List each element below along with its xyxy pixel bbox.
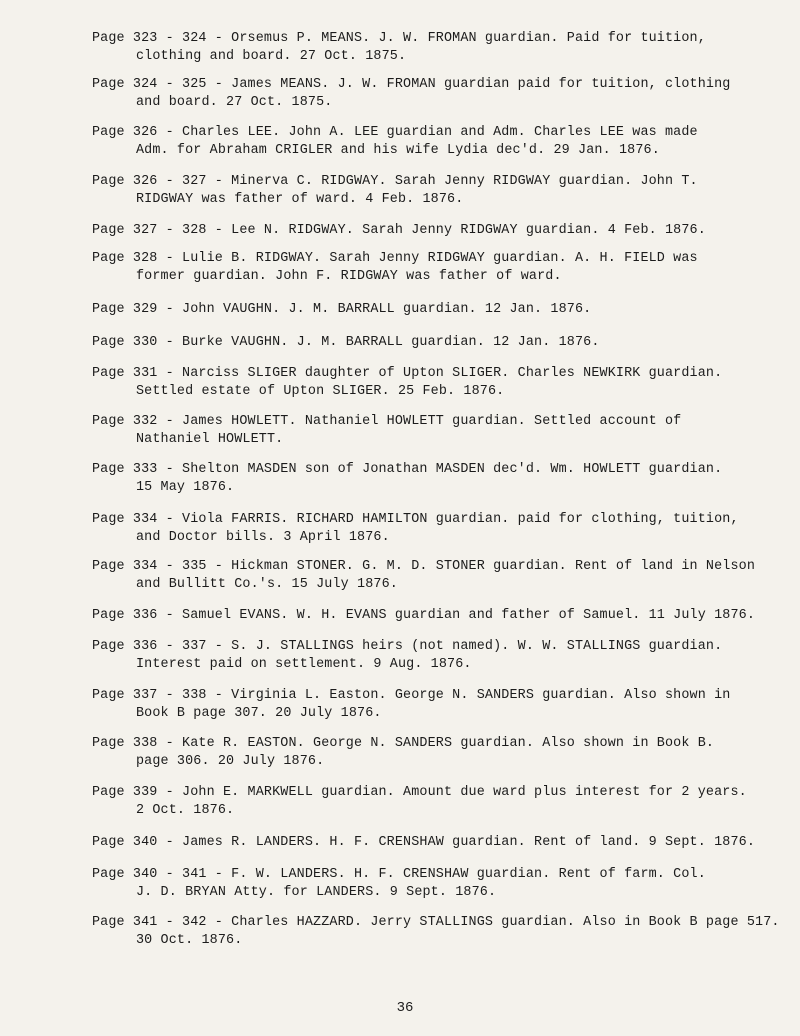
entry-page-340: Page 340 - James R. LANDERS. H. F. CRENSHAW guardian. Rent of land. 9 Sept. 1876. xyxy=(92,835,756,850)
entry-page-338: Page 338 - Kate R. EASTON. George N. SANDERS guardian. Also shown in Book B. page 306. 20 July 1876. xyxy=(92,736,715,769)
page-number: 36 xyxy=(396,1000,414,1016)
entry-page-336: Page 336 - Samuel EVANS. W. H. EVANS guardian and father of Samuel. 11 July 1876. xyxy=(92,608,756,623)
entry-page-332: Page 332 - James HOWLETT. Nathaniel HOWLETT guardian. Settled account of Nathaniel HOWLETT. xyxy=(92,414,682,447)
entry-page-326: Page 326 - Charles LEE. John A. LEE guardian and Adm. Charles LEE was made Adm. for Abraham CRIGLER and his wife Lydia dec'd. 29 Jan. 1876. xyxy=(92,125,698,158)
entry-page-327-328: Page 327 - 328 - Lee N. RIDGWAY. Sarah Jenny RIDGWAY guardian. 4 Feb. 1876. xyxy=(92,223,706,238)
entry-page-334-335: Page 334 - 335 - Hickman STONER. G. M. D. STONER guardian. Rent of land in Nelson and Bullitt Co.'s. 15 July 1876. xyxy=(92,559,756,592)
entry-page-331: Page 331 - Narciss SLIGER daughter of Upton SLIGER. Charles NEWKIRK guardian. Settled estate of Upton SLIGER. 25 Feb. 1876. xyxy=(92,366,723,399)
entry-page-324: Page 324 - 325 - James MEANS. J. W. FROMAN guardian paid for tuition, clothing and board. 27 Oct. 1875. xyxy=(92,77,731,110)
entry-page-328: Page 328 - Lulie B. RIDGWAY. Sarah Jenny RIDGWAY guardian. A. H. FIELD was former guardian. John F. RIDGWAY was father of ward. xyxy=(92,251,698,284)
entry-page-341-342: Page 341 - 342 - Charles HAZZARD. Jerry STALLINGS guardian. Also in Book B page 517. 30 Oct. 1876. xyxy=(92,915,780,948)
entry-page-337-338: Page 337 - 338 - Virginia L. Easton. George N. SANDERS guardian. Also shown in Book B page 307. 20 July 1876. xyxy=(92,688,731,721)
entry-page-340-341: Page 340 - 341 - F. W. LANDERS. H. F. CRENSHAW guardian. Rent of farm. Col. J. D. BRYAN Atty. for LANDERS. 9 Sept. 1876. xyxy=(92,867,706,900)
entry-page-334: Page 334 - Viola FARRIS. RICHARD HAMILTON guardian. paid for clothing, tuition, and Doctor bills. 3 April 1876. xyxy=(92,512,739,545)
entry-page-326-327: Page 326 - 327 - Minerva C. RIDGWAY. Sarah Jenny RIDGWAY guardian. John T. RIDGWAY was father of ward. 4 Feb. 1876. xyxy=(92,174,698,207)
entry-page-339: Page 339 - John E. MARKWELL guardian. Amount due ward plus interest for 2 years. 2 Oct. 1876. xyxy=(92,785,747,818)
entry-page-336-337: Page 336 - 337 - S. J. STALLINGS heirs (not named). W. W. STALLINGS guardian. Interest paid on settlement. 9 Aug. 1876. xyxy=(92,639,723,672)
entry-page-333: Page 333 - Shelton MASDEN son of Jonathan MASDEN dec'd. Wm. HOWLETT guardian. 15 May 1876. xyxy=(92,462,723,495)
entry-page-330: Page 330 - Burke VAUGHN. J. M. BARRALL guardian. 12 Jan. 1876. xyxy=(92,335,600,350)
entry-page-323: Page 323 - 324 - Orsemus P. MEANS. J. W. FROMAN guardian. Paid for tuition, clothing and board. 27 Oct. 1875. xyxy=(92,31,706,64)
entry-page-329: Page 329 - John VAUGHN. J. M. BARRALL guardian. 12 Jan. 1876. xyxy=(92,302,592,317)
